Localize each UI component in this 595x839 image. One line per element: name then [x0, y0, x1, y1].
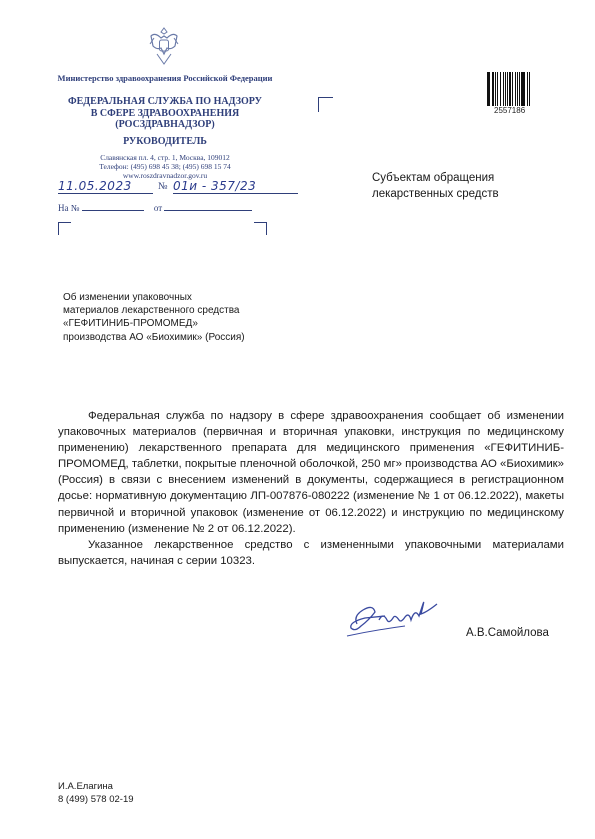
reference-date-blank	[164, 201, 252, 211]
letter-body	[58, 408, 564, 569]
corner-mark-top-left	[58, 222, 71, 235]
recipient-block: Субъектам обращения лекарственных средств	[372, 172, 499, 200]
reference-number-blank	[82, 201, 144, 211]
executor-name: И.А.Елагина	[58, 781, 113, 792]
corner-mark-top-right	[254, 222, 267, 235]
signer-name: А.В.Самойлова	[466, 627, 549, 639]
registration-number: 01и - 357/23	[173, 179, 298, 194]
reference-number-label: На №	[58, 203, 80, 213]
executor-phone: 8 (499) 578 02-19	[58, 793, 134, 805]
executor-block	[58, 781, 134, 806]
service-name: ФЕДЕРАЛЬНАЯ СЛУЖБА ПО НАДЗОРУ В СФЕРЕ ЗДРАВООХРАНЕНИЯ (РОСЗДРАВНАДЗОР)	[68, 96, 262, 130]
head-title: РУКОВОДИТЕЛЬ	[123, 136, 207, 147]
subject-block: Об изменении упаковочных материалов лекарственного средства «ГЕФИТИНИБ-ПРОМОМЕД» производства АО «Биохимик» (Россия)	[63, 292, 245, 343]
registration-date: 11.05.2023	[58, 179, 153, 194]
registration-line	[58, 179, 298, 197]
barcode-number: 2557186	[494, 106, 526, 115]
body-paragraph-1: Федеральная служба по надзору в сфере здравоохранения сообщает об изменении упаковочных материалов (первичная и вторичная упаковки, инструкция по медицинскому применению) лекарственного препарата для медицинского применения «ГЕФИТИНИБ-ПРОМОМЕД, таблетки, покрытые пленочной оболочкой, 250 мг» производства АО «Биохимик» (Россия) в связи с внесением изменений в документы, содержащиеся в регистрационном досье: нормативную документацию ЛП-007876-080222 (изменение № 1 от 06.12.2022), макеты первичной и вторичной упаковок (изменение от 06.12.2022) и инструкцию по медицинскому применению (изменение № 2 от 06.12.2022).	[58, 410, 564, 535]
reference-line	[58, 201, 252, 213]
corner-mark-recipient	[318, 97, 333, 112]
barcode-stripe	[530, 72, 531, 106]
body-paragraph-2: Указанное лекарственное средство с измененными упаковочными материалами выпускается, начиная с серии 10323.	[58, 538, 564, 567]
coat-of-arms-emblem	[145, 24, 183, 68]
number-sign: №	[158, 181, 168, 192]
reference-date-label: от	[153, 203, 163, 213]
barcode	[487, 72, 547, 106]
ministry-name: Министерство здравоохранения Российской Федерации	[57, 73, 273, 83]
address-block: Славянская пл. 4, стр. 1, Москва, 109012 Телефон: (495) 698 45 38; (495) 698 15 74 www.roszdravnadzor.gov.ru	[99, 153, 231, 180]
handwritten-signature	[345, 590, 450, 642]
